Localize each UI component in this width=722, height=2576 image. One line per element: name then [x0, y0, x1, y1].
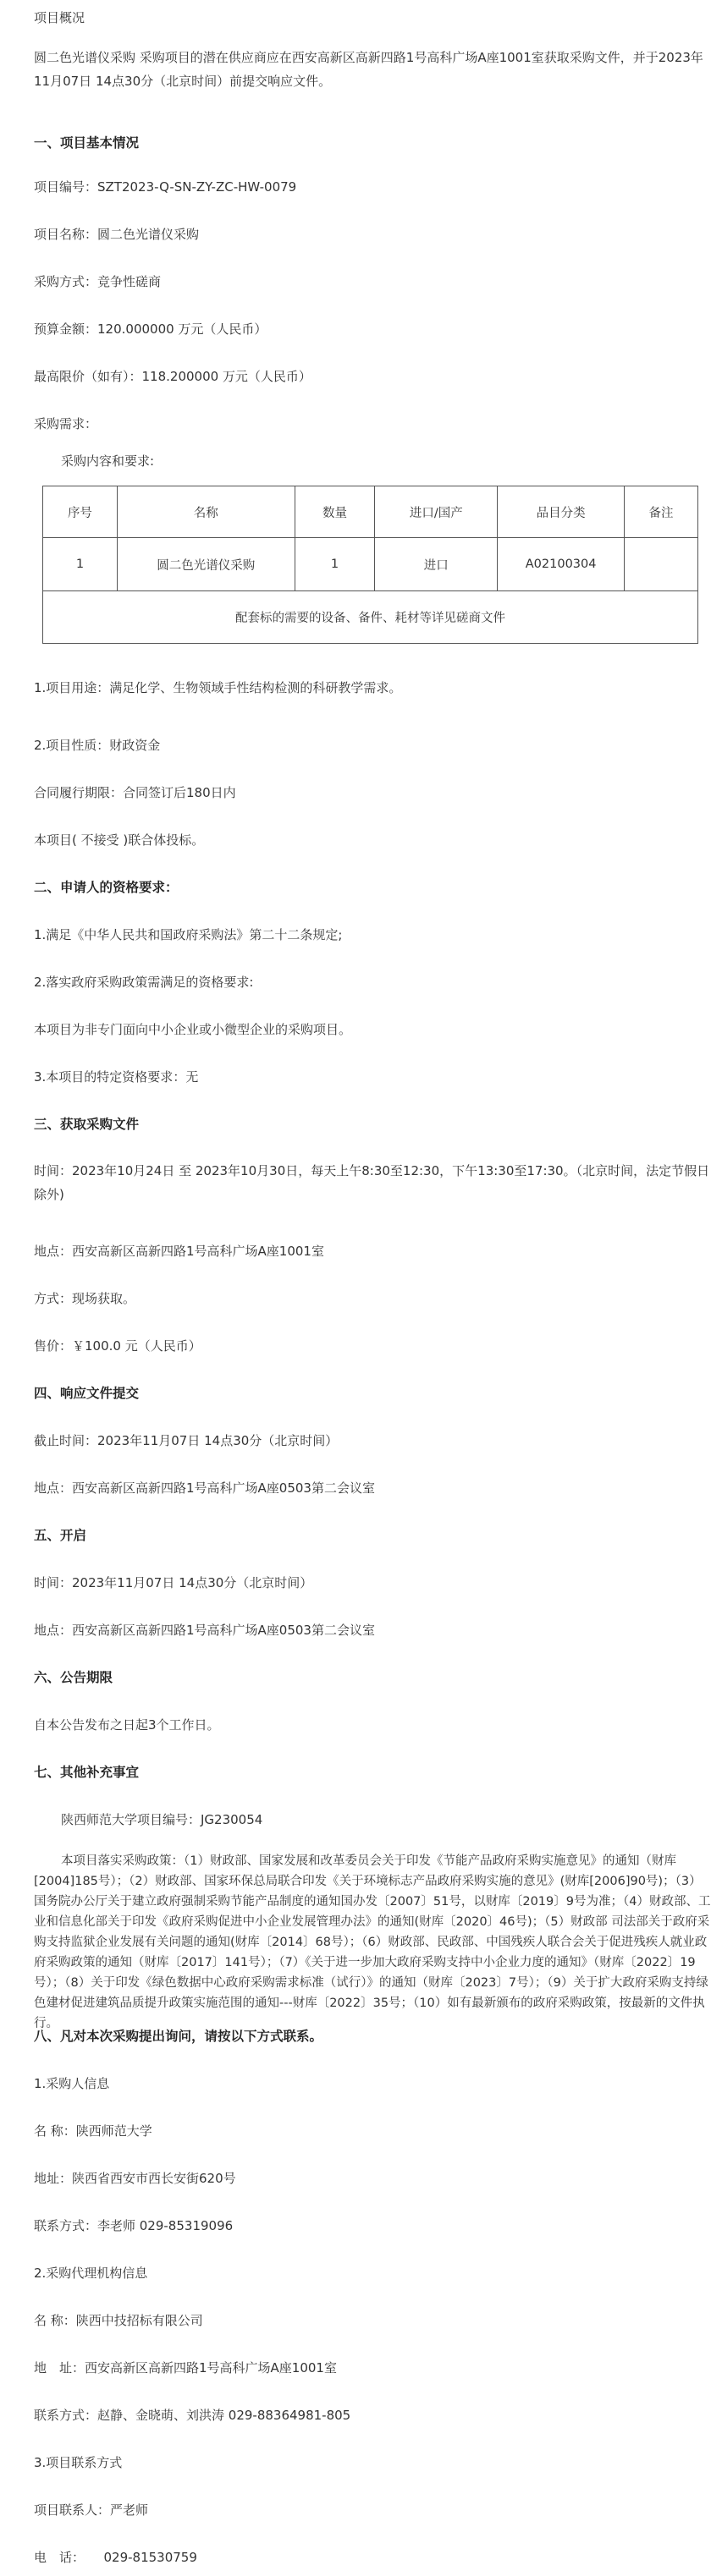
requirement-2-detail: 本项目为非专门面向中小企业或小微型企业的采购项目。 [34, 1022, 352, 1037]
agent-address: 地 址：西安高新区高新四路1号高科广场A座1001室 [34, 2360, 337, 2376]
procurement-method: 采购方式：竞争性磋商 [34, 274, 162, 289]
section6-heading: 六、公告期限 [34, 1670, 113, 1685]
project-number: 项目编号：SZT2023-Q-SN-ZY-ZC-HW-0079 [34, 179, 297, 195]
table-cell: 圆二色光谱仪采购 [117, 538, 295, 591]
overview-title: 项目概况 [34, 10, 85, 25]
table-note-row [43, 591, 698, 644]
contract-period: 合同履行期限：合同签订后180日内 [34, 785, 236, 800]
agent-name: 名 称：陕西中技招标有限公司 [34, 2313, 203, 2328]
table-row [43, 538, 698, 591]
university-project-number: 陕西师范大学项目编号：JG230054 [61, 1812, 263, 1827]
section4-heading: 四、响应文件提交 [34, 1386, 140, 1401]
overview-text: 圆二色光谱仪采购 采购项目的潜在供应商应在西安高新区高新四路1号高科广场A座1001室获取采购文件，并于2023年11月07日 14点30分（北京时间）前提交响应文件。 [34, 50, 703, 89]
policy-text: 本项目落实采购政策：（1）财政部、国家发展和改革委员会关于印发《节能产品政府采购实施意见》的通知（财库[2004]185号）；（2）财政部、国家环保总局联合印发《关于环境标志产品政府采购实施的意见》(财库[2006]90号)；（3）国务院办公厅关于建立政府强制采购节能产品制度的通知国办发〔2007〕51号，以财库〔2019〕9号为准；（4）财政部、工业和信息化部关于印发《政府采购促进中小企业发展管理办法》的通知(财库〔2020〕46号)；（5）财政部 司法部关于政府采购支持监狱企业发展有关问题的通知(财库〔2014〕68号）；（6）财政部、民政部、中国残疾人联合会关于促进残疾人就业政府采购政策的通知（财库〔2017〕141号）；（7）《关于进一步加大政府采购支持中小企业力度的通知》（财库〔2022〕19号）；（8）关于印发《绿色数据中心政府采购需求标准（试行）》的通知（财库〔2023〕7号）；（9）关于扩大政府采购支持绿色建材促进建筑品质提升政策实施范围的通知---财库〔2022〕35号；（10）如有最新颁布的政府采购政策，按最新的文件执行。 [34, 1854, 711, 2030]
submission-place: 地点：西安高新区高新四路1号高科广场A座0503第二会议室 [34, 1480, 375, 1496]
buyer-title: 1.采购人信息 [34, 2076, 110, 2091]
table-cell: 1 [295, 538, 375, 591]
opening-place: 地点：西安高新区高新四路1号高科广场A座0503第二会议室 [34, 1623, 375, 1638]
table-header: 品目分类 [498, 486, 625, 538]
section2-heading: 二、申请人的资格要求： [34, 880, 179, 895]
buyer-contact: 联系方式：李老师 029-85319096 [34, 2218, 234, 2233]
procurement-demand: 采购需求： [34, 416, 98, 431]
content-title: 采购内容和要求: [61, 453, 155, 469]
obtain-place: 地点：西安高新区高新四路1号高科广场A座1001室 [34, 1244, 324, 1259]
requirement-1: 1.满足《中华人民共和国政府采购法》第二十二条规定; [34, 927, 343, 942]
requirement-2: 2.落实政府采购政策需满足的资格要求: [34, 975, 254, 990]
table-cell: A02100304 [498, 538, 625, 591]
opening-time: 时间：2023年11月07日 14点30分（北京时间） [34, 1575, 313, 1590]
section3-heading: 三、获取采购文件 [34, 1117, 140, 1132]
table-header: 名称 [117, 486, 295, 538]
obtain-time: 时间：2023年10月24日 至 2023年10月30日，每天上午8:30至12:30，下午13:30至17:30。（北京时间，法定节假日除外) [34, 1163, 710, 1202]
table-header-row [43, 486, 698, 538]
consortium-note: 本项目( 不接受 )联合体投标。 [34, 832, 205, 848]
section5-heading: 五、开启 [34, 1528, 87, 1543]
table-cell [625, 538, 698, 591]
budget-amount: 预算金额：120.000000 万元（人民币） [34, 321, 267, 337]
buyer-name: 名 称：陕西师范大学 [34, 2123, 152, 2139]
table-cell: 1 [43, 538, 118, 591]
buyer-address: 地址：陕西省西安市西长安街620号 [34, 2171, 236, 2186]
section1-heading: 一、项目基本情况 [34, 135, 140, 151]
table-note: 配套标的需要的设备、备件、耗材等详见磋商文件 [43, 591, 698, 644]
agent-contact: 联系方式：赵静、金晓萌、刘洪涛 029-88364981-805 [34, 2408, 351, 2423]
submission-deadline: 截止时间：2023年11月07日 14点30分（北京时间） [34, 1433, 339, 1448]
table-header: 数量 [295, 486, 375, 538]
project-funding: 2.项目性质：财政资金 [34, 738, 161, 753]
project-contact-title: 3.项目联系方式 [34, 2455, 123, 2470]
project-name: 项目名称：圆二色光谱仪采购 [34, 227, 200, 242]
max-price: 最高限价（如有）：118.200000 万元（人民币） [34, 369, 311, 384]
table-header: 序号 [43, 486, 118, 538]
table-cell: 进口 [375, 538, 498, 591]
obtain-way: 方式：现场获取。 [34, 1291, 136, 1306]
document-price: 售价：￥100.0 元（人民币） [34, 1338, 201, 1354]
section8-heading: 八、凡对本次采购提出询问，请按以下方式联系。 [34, 2029, 323, 2044]
project-contact-person: 项目联系人：严老师 [34, 2502, 149, 2518]
table-header: 备注 [625, 486, 698, 538]
project-purpose: 1.项目用途：满足化学、生物领域手性结构检测的科研教学需求。 [34, 680, 402, 695]
table-header: 进口/国产 [375, 486, 498, 538]
requirement-3: 3.本项目的特定资格要求：无 [34, 1069, 199, 1085]
agent-title: 2.采购代理机构信息 [34, 2266, 148, 2281]
notice-period: 自本公告发布之日起3个工作日。 [34, 1717, 220, 1733]
section7-heading: 七、其他补充事宜 [34, 1765, 140, 1780]
project-contact-phone: 电 话： 029-81530759 [34, 2550, 197, 2565]
items-table [42, 486, 698, 644]
